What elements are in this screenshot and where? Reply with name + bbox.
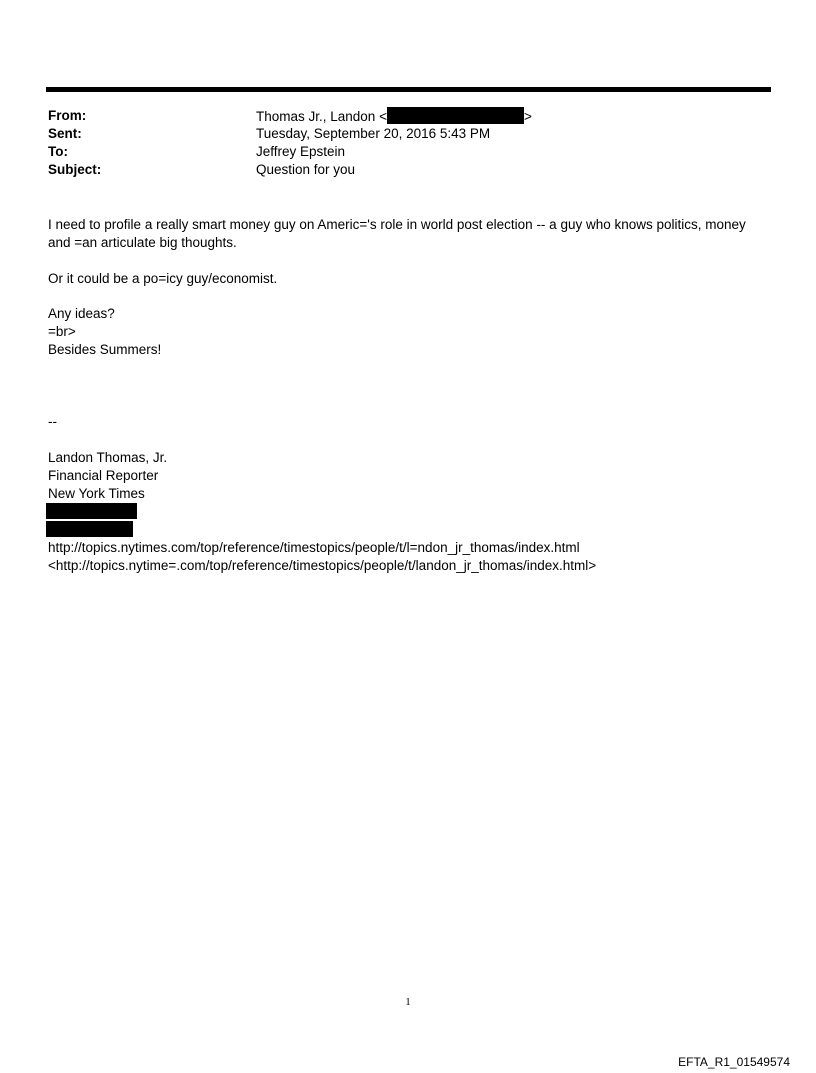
- signature-title: Financial Reporter: [48, 468, 159, 483]
- sent-row: [48, 125, 768, 143]
- subject-value: Question for you: [256, 162, 356, 177]
- from-label: From:: [48, 108, 87, 123]
- sent-value: Tuesday, September 20, 2016 5:43 PM: [256, 126, 491, 141]
- sent-label: Sent:: [48, 126, 82, 141]
- body-para3-line2: =br>: [48, 324, 76, 339]
- from-close: >: [523, 109, 532, 124]
- document-id: EFTA_R1_01549574: [678, 1055, 790, 1069]
- header-divider: [46, 87, 771, 92]
- profile-url-alt: <http://topics.nytime=.com/top/reference/timestopics/people/t/landon_jr_thomas/index.html>: [48, 558, 597, 573]
- signature-name: Landon Thomas, Jr.: [48, 450, 168, 465]
- body-para2: Or it could be a po=icy guy/economist.: [48, 271, 278, 286]
- body-para1-line1: I need to profile a really smart money guy on Americ='s role in world post election -- a guy who knows politics, money: [48, 217, 746, 232]
- to-label: To:: [48, 144, 68, 159]
- to-value: Jeffrey Epstein: [256, 144, 346, 159]
- from-value: [256, 107, 532, 126]
- page-number: 1: [405, 996, 411, 1008]
- subject-label: Subject:: [48, 162, 102, 177]
- redacted-contact-line-1: [46, 503, 137, 519]
- signature-separator: --: [48, 414, 57, 429]
- signature-organization: New York Times: [48, 486, 145, 501]
- body-para3-line3: Besides Summers!: [48, 342, 162, 357]
- to-row: [48, 143, 768, 161]
- body-para1-line2: and =an articulate big thoughts.: [48, 235, 237, 250]
- redacted-contact-line-2: [46, 521, 133, 537]
- subject-row: [48, 161, 768, 179]
- profile-url: http://topics.nytimes.com/top/reference/timestopics/people/t/l=ndon_jr_thomas/index.html: [48, 540, 580, 555]
- from-row: [48, 107, 768, 125]
- from-name: Thomas Jr., Landon <: [256, 109, 387, 124]
- email-header: [48, 107, 768, 179]
- body-para3-line1: Any ideas?: [48, 306, 115, 321]
- redacted-email-address: [387, 107, 524, 124]
